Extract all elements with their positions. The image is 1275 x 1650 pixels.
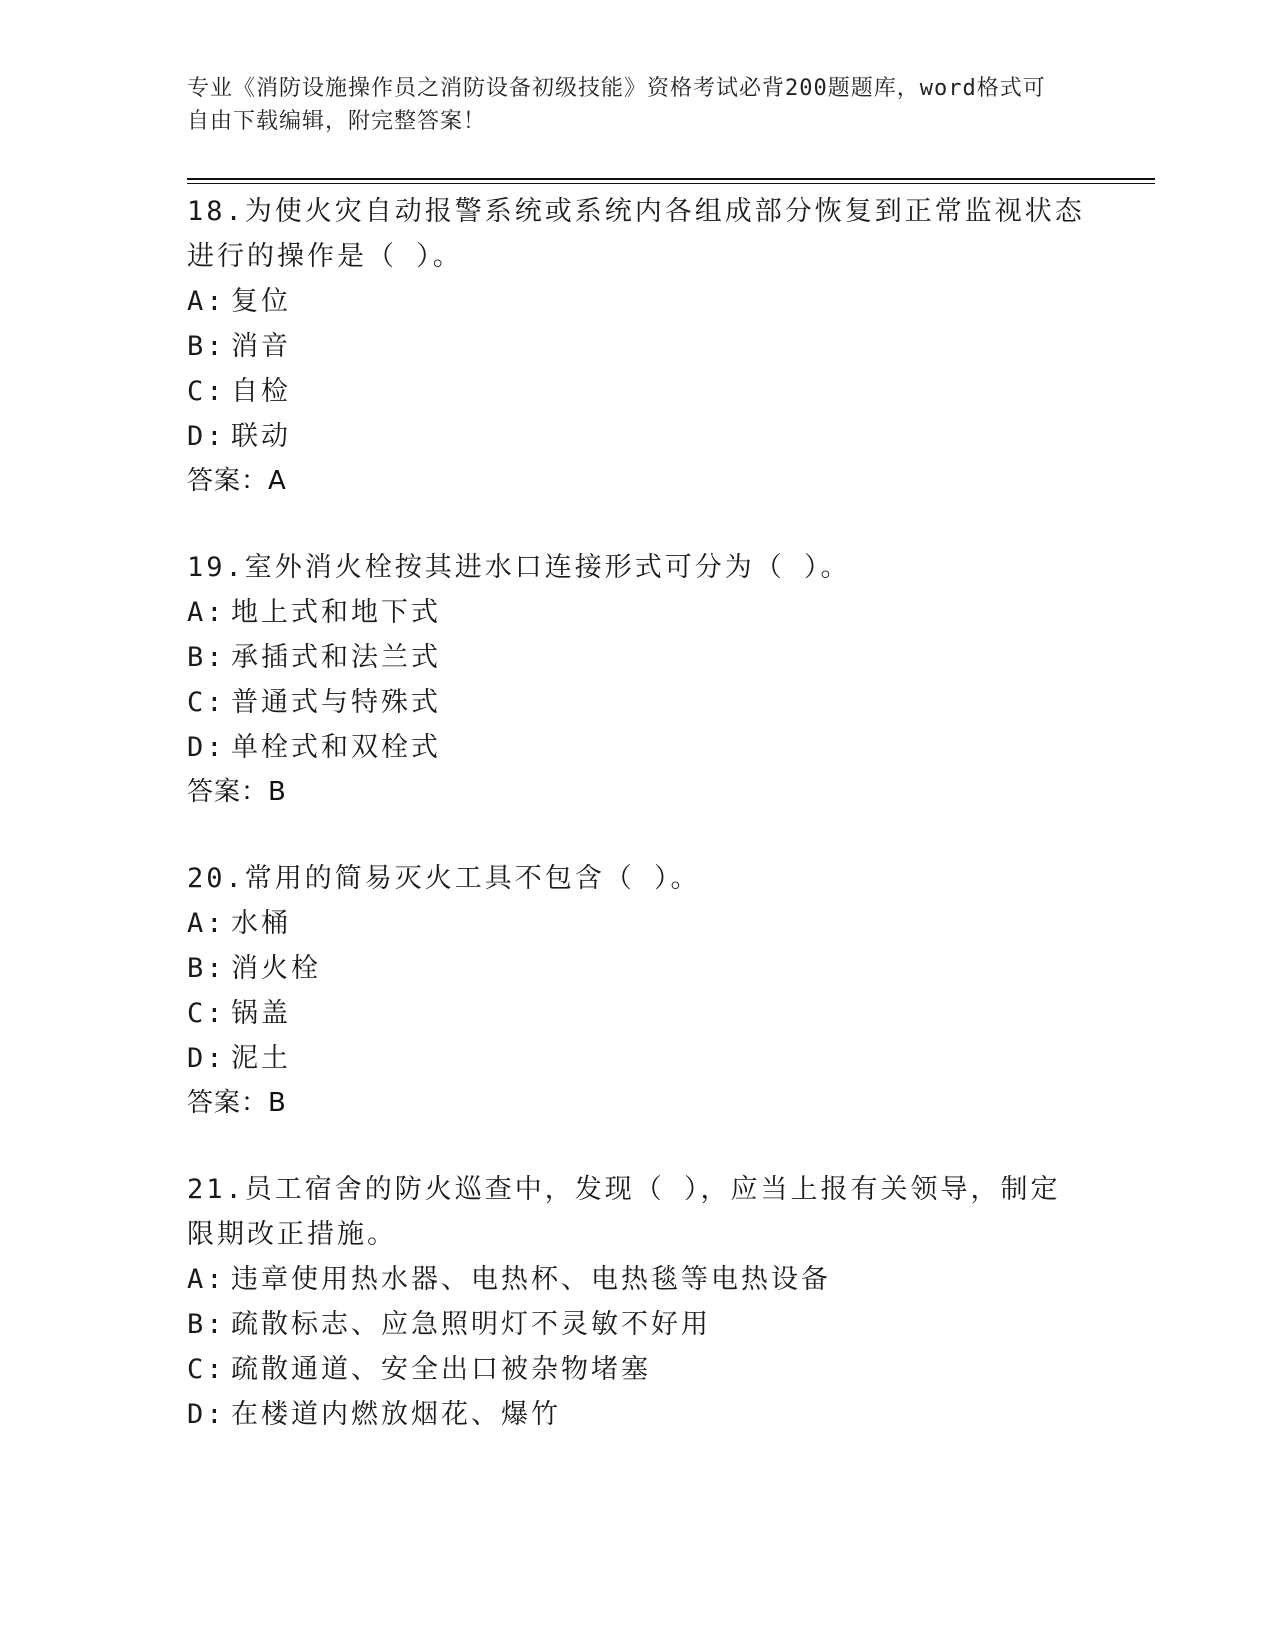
question-20 bbox=[187, 856, 1087, 1126]
option-key: D: bbox=[187, 1043, 226, 1074]
option-d bbox=[187, 725, 1087, 770]
option-text: 普通式与特殊式 bbox=[231, 687, 441, 718]
option-c bbox=[187, 369, 1087, 414]
option-key: B: bbox=[187, 642, 226, 673]
option-c bbox=[187, 1347, 1087, 1392]
option-text: 疏散标志、应急照明灯不灵敏不好用 bbox=[231, 1309, 711, 1340]
option-key: B: bbox=[187, 331, 226, 362]
option-a bbox=[187, 1257, 1087, 1302]
option-b bbox=[187, 946, 1087, 991]
option-d bbox=[187, 414, 1087, 459]
option-text: 水桶 bbox=[231, 908, 291, 939]
option-key: A: bbox=[187, 597, 226, 628]
option-b bbox=[187, 324, 1087, 369]
option-text: 联动 bbox=[231, 421, 291, 452]
header-divider-thin bbox=[187, 183, 1155, 184]
option-d bbox=[187, 1036, 1087, 1081]
option-text: 违章使用热水器、电热杯、电热毯等电热设备 bbox=[231, 1264, 831, 1295]
option-a bbox=[187, 590, 1087, 635]
answer-line: 答案：B bbox=[187, 777, 287, 807]
option-d bbox=[187, 1392, 1087, 1437]
header-divider-thick bbox=[187, 178, 1155, 180]
document-header: 专业《消防设施操作员之消防设备初级技能》资格考试必背200题题库，word格式可自由下载编辑，附完整答案！ bbox=[187, 76, 1046, 134]
option-text: 承插式和法兰式 bbox=[231, 642, 441, 673]
question-stem: 19.室外消火栓按其进水口连接形式可分为（ ）。 bbox=[187, 552, 851, 583]
question-19 bbox=[187, 545, 1087, 815]
option-a bbox=[187, 279, 1087, 324]
answer-line: 答案：B bbox=[187, 1088, 287, 1118]
option-key: D: bbox=[187, 732, 226, 763]
option-text: 地上式和地下式 bbox=[231, 597, 441, 628]
question-stem: 18.为使火灾自动报警系统或系统内各组成部分恢复到正常监视状态进行的操作是（ ）。 bbox=[187, 196, 1085, 272]
option-key: D: bbox=[187, 421, 226, 452]
option-key: A: bbox=[187, 908, 226, 939]
answer-line: 答案：A bbox=[187, 466, 287, 496]
option-text: 泥土 bbox=[231, 1043, 291, 1074]
option-b bbox=[187, 635, 1087, 680]
option-key: C: bbox=[187, 687, 226, 718]
option-key: A: bbox=[187, 286, 226, 317]
question-stem: 20.常用的简易灭火工具不包含（ ）。 bbox=[187, 863, 701, 894]
option-b bbox=[187, 1302, 1087, 1347]
question-18 bbox=[187, 189, 1087, 504]
option-key: B: bbox=[187, 953, 226, 984]
option-c bbox=[187, 991, 1087, 1036]
question-stem: 21.员工宿舍的防火巡查中，发现（ ），应当上报有关领导，制定限期改正措施。 bbox=[187, 1174, 1061, 1250]
question-21 bbox=[187, 1167, 1087, 1437]
option-key: B: bbox=[187, 1309, 226, 1340]
option-text: 消火栓 bbox=[231, 953, 321, 984]
option-key: C: bbox=[187, 376, 226, 407]
option-text: 锅盖 bbox=[231, 998, 291, 1029]
option-text: 自检 bbox=[231, 376, 291, 407]
question-list bbox=[187, 189, 1087, 1478]
option-a bbox=[187, 901, 1087, 946]
option-key: D: bbox=[187, 1399, 226, 1430]
option-c bbox=[187, 680, 1087, 725]
option-text: 在楼道内燃放烟花、爆竹 bbox=[231, 1399, 561, 1430]
option-text: 复位 bbox=[231, 286, 291, 317]
option-text: 单栓式和双栓式 bbox=[231, 732, 441, 763]
option-key: A: bbox=[187, 1264, 226, 1295]
option-key: C: bbox=[187, 998, 226, 1029]
option-text: 消音 bbox=[231, 331, 291, 362]
option-key: C: bbox=[187, 1354, 226, 1385]
option-text: 疏散通道、安全出口被杂物堵塞 bbox=[231, 1354, 651, 1385]
